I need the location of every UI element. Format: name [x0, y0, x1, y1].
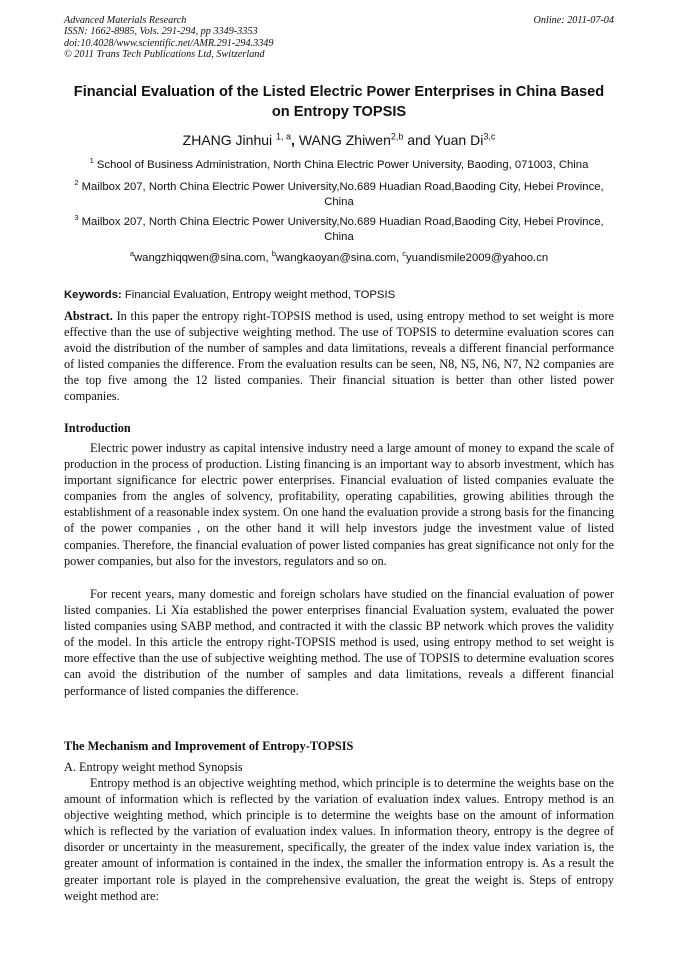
email-address: wangzhiqqwen@sina.com	[134, 252, 266, 264]
author-superscript: 1, a	[276, 131, 292, 142]
online-date: Online: 2011-07-04	[533, 15, 614, 26]
affiliation-marker: 2	[74, 178, 79, 188]
entropy-subheading: A. Entropy weight method Synopsis	[64, 760, 243, 774]
author-name: WANG Zhiwen	[298, 132, 391, 148]
affiliation-text: Mailbox 207, North China Electric Power University,No.689 Huadian Road,Baoding City, Hebei Province, China	[81, 181, 604, 208]
entropy-paragraph: Entropy method is an objective weighting method, which principle is to determine the weights base on the amount of information which is reflected by the variation of evaluation index values. Entropy method is an objective weighting method, which principle is to determine the weights base on the amount of information which is reflected by the variation of evaluation index values. In information theory, entropy is the degree of disorder or uncertainty in the measurement, specifically, the greater of the index value index variation is, the greater amount of information is contained in the index, the smaller the information entropy is. As a result the greater important role is played in the comprehensive evaluation, the great the weight is. Steps of entropy weight method are:	[64, 776, 614, 903]
author-separator: and	[407, 132, 431, 148]
email-marker: c	[402, 249, 407, 259]
author-line	[64, 131, 614, 149]
introduction-heading: Introduction	[64, 421, 131, 435]
affiliation-1	[64, 158, 614, 173]
affiliation-marker: 1	[89, 156, 94, 166]
author-separator: ,	[291, 132, 295, 148]
journal-header	[64, 15, 273, 61]
doi-line: doi:10.4028/www.scientific.net/AMR.291-294.3349	[64, 37, 274, 49]
email-marker: a	[129, 249, 135, 259]
email-separator: ,	[396, 252, 403, 264]
email-address: wangkaoyan@sina.com	[275, 252, 396, 264]
abstract-text: In this paper the entropy right-TOPSIS method is used, using entropy method to set weight is more effective than the use of subjective weighting method. The use of TOPSIS to determine evaluation scores can avoid the distribution of the number of samples and data limitations, reveals a different financial performance of listed companies the difference. From the evaluation results can be seen, N8, N5, N6, N7, N2 companies are the top five among the 12 listed companies. Their financial situation is better than other listed power companies.	[64, 309, 614, 404]
introduction-paragraph-1: Electric power industry as capital intensive industry need a large amount of money to expand the scale of production in the process of production. Listing financing is an important way to absorb investment, which has important significance for electric power enterprises. Financial evaluation of listed companies evaluate the companies from the angles of solvency, profitability, operating capabilities, growing abilities through the establishment of a reasonable index system. On one hand the evaluation provide a strong basis for the financing of the power companies , on the other hand it will help investors judge the investment value of listed companies. Therefore, the financial evaluation of power listed companies has great significance not only for the power companies, but also for the investors, regulators and so on.	[64, 441, 614, 568]
author-superscript: 2,b	[390, 131, 404, 142]
affiliation-text: Mailbox 207, North China Electric Power University,No.689 Huadian Road,Baoding City, Hebei Province, China	[81, 216, 604, 243]
keywords-label: Keywords:	[64, 289, 122, 301]
affiliation-2	[64, 180, 614, 210]
author-name: ZHANG Jinhui	[182, 132, 273, 148]
affiliation-marker: 3	[74, 213, 79, 223]
abstract-paragraph	[64, 308, 614, 405]
email-marker: b	[271, 249, 276, 259]
copyright-line: © 2011 Trans Tech Publications Ltd, Switzerland	[64, 49, 265, 61]
email-address: yuandismile2009@yahoo.cn	[406, 252, 549, 264]
email-line	[64, 251, 614, 266]
abstract-label: Abstract.	[64, 309, 113, 323]
paper-title: Financial Evaluation of the Listed Electric Power Enterprises in China Based on Entropy TOPSIS	[73, 84, 605, 120]
introduction-paragraph-2: For recent years, many domestic and foreign scholars have studied on the financial evaluation of power listed companies. Li Xia established the power enterprises financial Evaluation system, evaluated the power listed companies using SABP method, and contracted it with the classic BP network which proves the validity of the model. In this article the entropy right-TOPSIS method is used, using entropy method to set weight is more effective than the use of subjective weighting method. The use of TOPSIS to determine evaluation scores can avoid the distribution of the number of samples and data limitations, reveals a different financial performance of listed companies the difference.	[64, 587, 614, 698]
affiliation-text: School of Business Administration, North China Electric Power University, Baoding, 071003, China	[96, 159, 589, 171]
keywords-line	[64, 288, 614, 303]
issn-line: ISSN: 1662-8985, Vols. 291-294, pp 3349-3353	[64, 26, 258, 38]
journal-name: Advanced Materials Research	[64, 15, 187, 26]
author-superscript: 3,c	[483, 131, 496, 142]
affiliation-3	[64, 215, 614, 245]
email-separator: ,	[265, 252, 272, 264]
author-name: Yuan Di	[434, 132, 484, 148]
mechanism-heading: The Mechanism and Improvement of Entropy-TOPSIS	[64, 739, 354, 753]
keywords-text: Financial Evaluation, Entropy weight method, TOPSIS	[124, 289, 396, 301]
